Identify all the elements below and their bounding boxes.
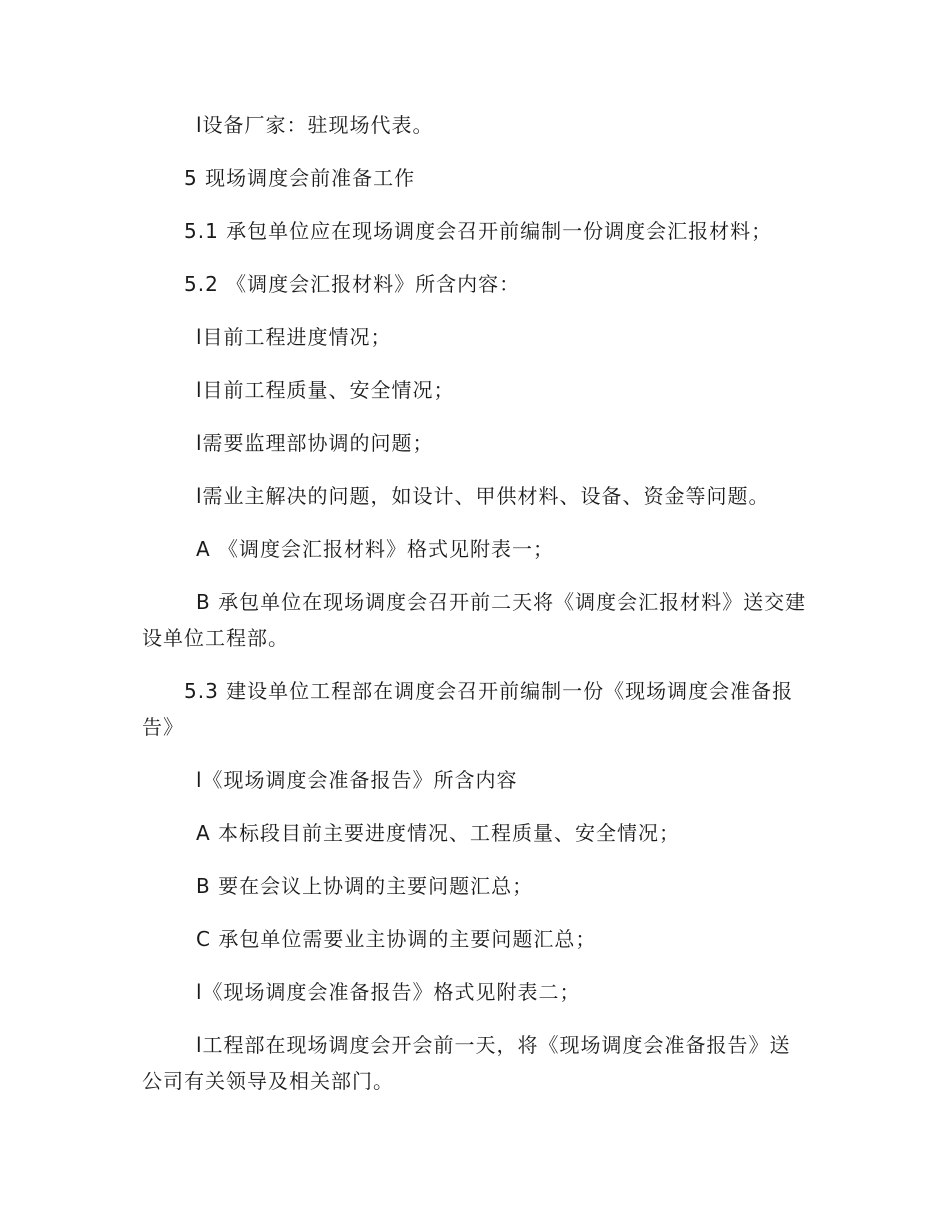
paragraph-5-3: 5.3 建设单位工程部在调度会召开前编制一份《现场调度会准备报告》 — [142, 679, 794, 739]
list-item-report-delivery: l工程部在现场调度会开会前一天，将《现场调度会准备报告》送公司有关领导及相关部门。 — [142, 1033, 791, 1093]
list-item-quality-safety: l目前工程质量、安全情况； — [196, 378, 455, 402]
paragraph-item-b-submit: B 承包单位在现场调度会召开前二天将《调度会汇报材料》送交建设单位工程部。 — [142, 590, 807, 650]
list-item-supervision: l需要监理部协调的问题； — [196, 431, 434, 455]
list-item-progress: l目前工程进度情况； — [196, 325, 392, 349]
paragraph-5-2: 5.2 《调度会汇报材料》所含内容： — [184, 272, 521, 296]
section-heading-5: 5 现场调度会前准备工作 — [184, 166, 416, 190]
list-item-report-contents: l《现场调度会准备报告》所含内容 — [196, 768, 518, 792]
list-item-owner-issues: l需业主解决的问题，如设计、甲供材料、设备、资金等问题。 — [196, 484, 770, 508]
paragraph-item-a-format: A 《调度会汇报材料》格式见附表一； — [196, 537, 555, 561]
paragraph-equipment-vendor: l设备厂家：驻现场代表。 — [196, 113, 434, 137]
paragraph-item-c-owner: C 承包单位需要业主协调的主要问题汇总； — [196, 927, 597, 951]
list-item-report-format: l《现场调度会准备报告》格式见附表二； — [196, 980, 581, 1004]
paragraph-item-a-progress: A 本标段目前主要进度情况、工程质量、安全情况； — [196, 821, 681, 845]
paragraph-item-b-issues: B 要在会议上协调的主要问题汇总； — [196, 874, 534, 898]
paragraph-5-1: 5.1 承包单位应在现场调度会召开前编制一份调度会汇报材料； — [184, 219, 773, 243]
